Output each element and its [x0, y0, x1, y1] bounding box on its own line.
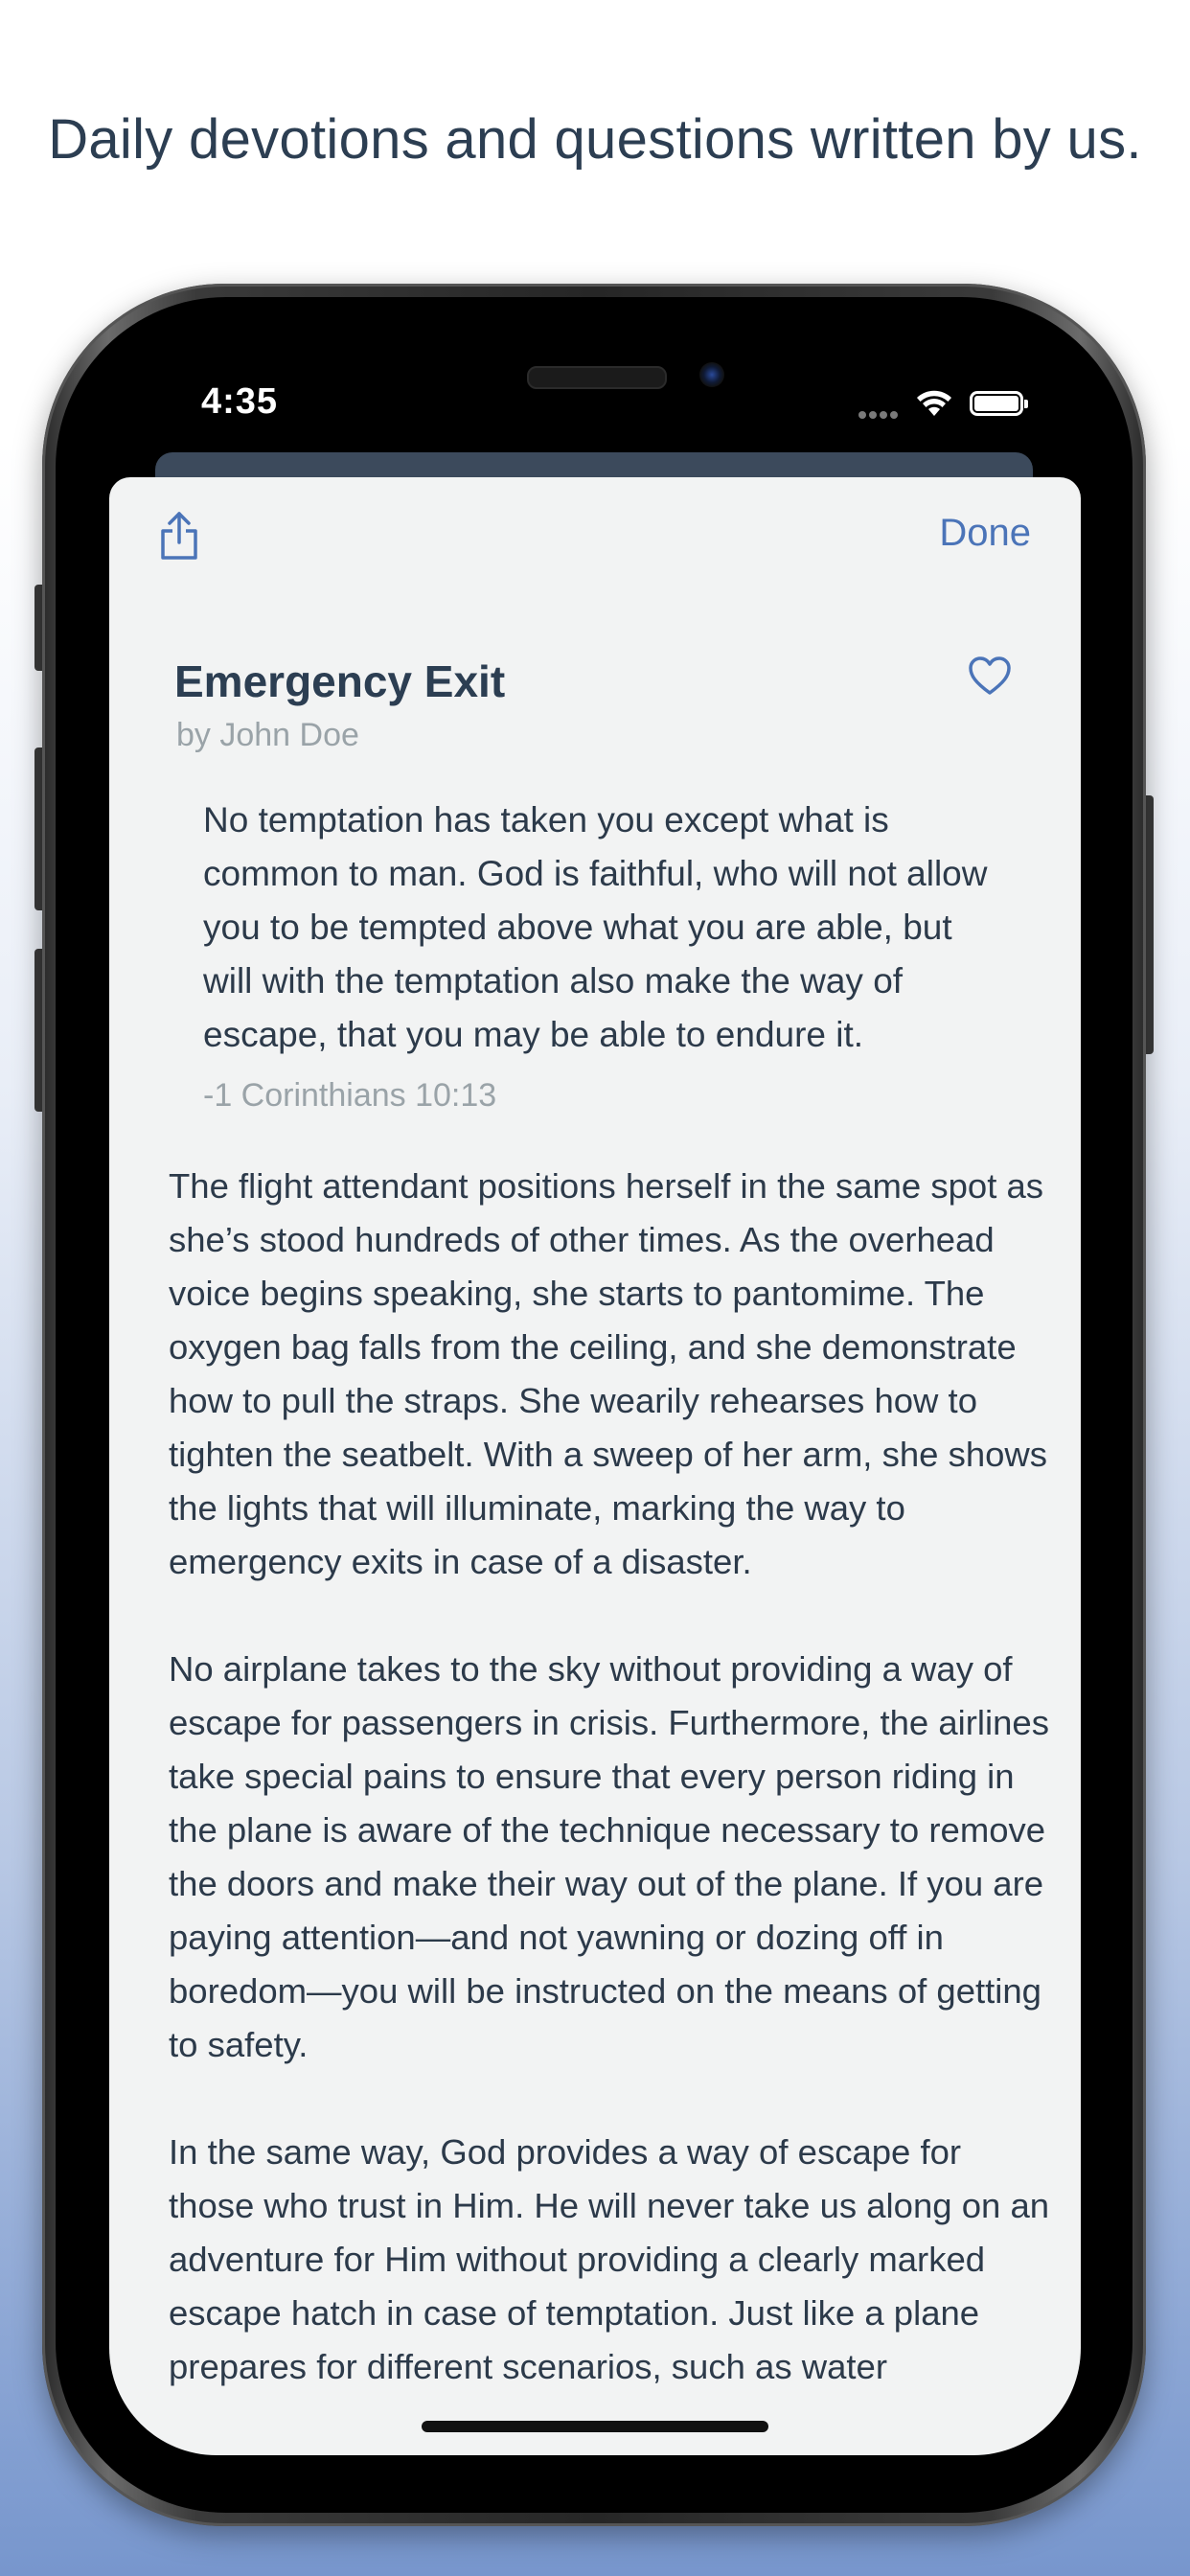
done-button[interactable]: Done	[939, 512, 1031, 554]
marketing-headline: Daily devotions and questions written by us.	[48, 108, 1142, 171]
wifi-icon	[915, 387, 953, 418]
signal-icon	[858, 406, 901, 416]
devotion-author: by John Doe	[176, 717, 359, 753]
devotion-sheet	[109, 477, 1081, 2455]
body-paragraph: The flight attendant positions herself in the same spot as she’s stood hundreds of other times. As the overhead voice begins speaking, she starts to pantomime. The oxygen bag falls from the ceiling, and she demonstrate how to pull the straps. She wearily rehearses how to tighten the seatbelt. With a sweep of her arm, she shows the lights that will illuminate, marking the way to emergency exits in case of a disaster.	[169, 1166, 1048, 1581]
battery-icon	[970, 391, 1023, 416]
share-icon[interactable]	[157, 510, 201, 562]
heart-icon[interactable]	[968, 656, 1012, 696]
home-indicator[interactable]	[422, 2421, 768, 2432]
status-time: 4:35	[201, 381, 279, 422]
scripture-reference: -1 Corinthians 10:13	[203, 1077, 497, 1114]
body-paragraph: No airplane takes to the sky without providing a way of escape for passengers in crisis. Furthermore, the airlines take special pains to ensure that every person riding in the plane is aware of the technique necessary to remove the doors and make their way out of the plane. If you are paying attention—and not yawning or dozing off in boredom—you will be instructed on the means of getting to safety.	[169, 1649, 1049, 2064]
devotion-body	[169, 1160, 1050, 2448]
devotion-title: Emergency Exit	[174, 656, 506, 706]
speaker-grille	[527, 366, 667, 389]
front-camera	[699, 362, 724, 387]
scripture-text: No temptation has taken you except what is common to man. God is faithful, who will not allow you to be tempted above what you are able, but will with the temptation also make the way of escape, that you may be able to endure it.	[203, 800, 988, 1054]
body-paragraph: In the same way, God provides a way of escape for those who trust in Him. He will never take us along on an adventure for Him without providing a clearly marked escape hatch in case of temptation. Just like a plane prepares for different scenarios, such as water	[169, 2132, 1050, 2386]
